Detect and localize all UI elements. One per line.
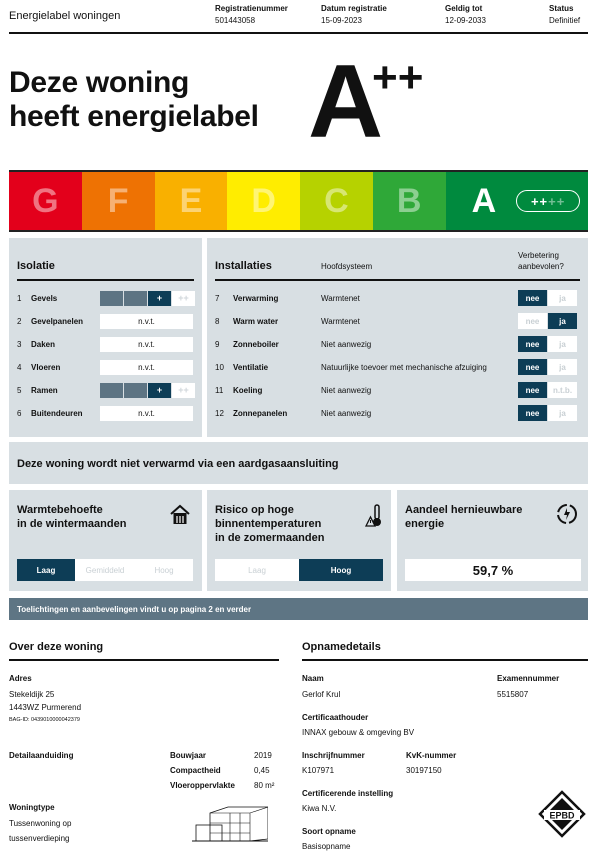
option-nee: nee	[518, 313, 547, 329]
rating-step-dim: ++	[172, 383, 195, 398]
big-energy-label-plus: ++	[372, 53, 424, 102]
scale-plus-active: ++	[530, 193, 549, 209]
adres-line1: Stekeldijk 25	[9, 690, 55, 699]
status: Status Definitief	[549, 4, 581, 25]
big-energy-label: A	[308, 44, 382, 160]
row-label: Verwarming	[233, 293, 279, 303]
installatie-system: Niet aanwezig	[321, 408, 372, 418]
woningtype-label: Woningtype	[9, 803, 55, 812]
option-ja: ja	[548, 313, 577, 329]
installatie-system: Niet aanwezig	[321, 385, 372, 395]
risico-panel	[207, 490, 391, 591]
isolatie-value: n.v.t.	[100, 337, 193, 352]
installaties-rule	[215, 279, 580, 281]
verbetering-toggle	[518, 359, 577, 375]
rating-step	[124, 383, 147, 398]
hernieuwbaar-value: 59,7 %	[405, 559, 581, 581]
row-label: Daken	[31, 339, 56, 349]
installatie-row	[215, 313, 278, 329]
isolatie-row	[17, 313, 83, 329]
toelichting-text: Toelichtingen en aanbevelingen vindt u op pagina 2 en verder	[17, 605, 252, 614]
installatie-system: Warmtenet	[321, 293, 360, 303]
aardgas-banner	[9, 442, 588, 484]
isolatie-panel	[9, 238, 202, 437]
row-label: Gevels	[31, 293, 58, 303]
verbetering-label: Verbetering aanbevolen?	[518, 251, 564, 271]
aardgas-text: Deze woning wordt niet verwarmd via een aardgasaansluiting	[17, 458, 339, 470]
isolatie-rating	[100, 291, 195, 306]
scale-plus-pill	[516, 190, 580, 212]
verbetering-toggle	[518, 336, 577, 352]
vloeroppervlakte-label: Vloeroppervlakte	[170, 781, 235, 790]
warmtebehoefte-scale	[17, 559, 193, 581]
option-nee: nee	[518, 290, 547, 306]
energy-label-scale	[9, 170, 588, 232]
rating-step	[124, 291, 147, 306]
row-number: 8	[215, 316, 220, 326]
registratienummer: Registratienummer 501443058	[215, 4, 288, 25]
option-nee: nee	[518, 359, 547, 375]
scale-class-c	[300, 172, 373, 230]
opname-title: Opnamedetails	[302, 641, 381, 653]
header-rule	[9, 32, 588, 34]
installatie-system: Niet aanwezig	[321, 339, 372, 349]
option-nee: nee	[518, 405, 547, 421]
scale-class-f	[82, 172, 155, 230]
woning-rule	[9, 659, 279, 661]
detail-label: Detailaanduiding	[9, 751, 74, 760]
risico-scale	[215, 559, 383, 581]
verbetering-toggle	[518, 405, 577, 421]
row-number: 12	[215, 408, 224, 418]
rating-step-dim: ++	[172, 291, 195, 306]
isolatie-value: n.v.t.	[100, 406, 193, 421]
row-number: 6	[17, 408, 22, 418]
naam-label: Naam	[302, 674, 324, 683]
option-hoog: Hoog	[154, 565, 174, 575]
scale-letter: B	[396, 181, 422, 220]
option-ja: n.t.b.	[548, 382, 577, 398]
verbetering-toggle	[518, 313, 577, 329]
certificaathouder-value: INNAX gebouw & omgeving BV	[302, 728, 415, 737]
option-ja: ja	[548, 359, 577, 375]
option-laag: Laag	[248, 565, 266, 575]
risico-title: Risico op hoge binnentemperaturen in de zomermaanden	[215, 504, 325, 544]
adres-line2: 1443WZ Purmerend	[9, 703, 82, 712]
kvk-label: KvK-nummer	[406, 751, 457, 760]
isolatie-row	[17, 382, 58, 398]
scale-class-a	[446, 172, 588, 230]
row-label: Koeling	[233, 385, 263, 395]
datum-registratie: Datum registratie 15-09-2023	[321, 4, 387, 25]
isolatie-value: n.v.t.	[100, 314, 193, 329]
woningtype-line2: tussenverdieping	[9, 834, 70, 843]
installatie-row	[215, 336, 279, 352]
woningtype-line1: Tussenwoning op	[9, 819, 72, 828]
option-laag: Laag	[17, 559, 75, 581]
thermometer-warning-icon	[365, 504, 385, 528]
verbetering-toggle	[518, 382, 577, 398]
epbd-logo	[538, 790, 586, 838]
bag-id: BAG-ID: 0439010000042379	[9, 717, 80, 723]
geldig-tot: Geldig tot 12-09-2033	[445, 4, 486, 25]
row-number: 3	[17, 339, 22, 349]
rating-step	[100, 291, 123, 306]
warmtebehoefte-panel	[9, 490, 202, 591]
rating-step: +	[148, 291, 171, 306]
isolatie-rating	[100, 383, 195, 398]
scale-letter: F	[107, 181, 129, 220]
row-label: Zonnepanelen	[233, 408, 288, 418]
soort-opname-value: Basisopname	[302, 842, 351, 851]
instelling-label: Certificerende instelling	[302, 789, 394, 798]
hernieuwbaar-title: Aandeel hernieuwbare energie	[405, 504, 523, 530]
row-number: 5	[17, 385, 22, 395]
document-title: Energielabel woningen	[9, 10, 121, 22]
row-label: Warm water	[233, 316, 279, 326]
scale-plus-dim: ++	[548, 193, 566, 209]
rating-step: +	[148, 383, 171, 398]
scale-class-b	[373, 172, 446, 230]
scale-letter: A	[471, 181, 497, 220]
row-number: 10	[215, 362, 224, 372]
inschrijfnummer-value: K107971	[302, 766, 335, 775]
scale-letter: C	[324, 181, 349, 220]
installatie-row	[215, 359, 268, 375]
bouwjaar-value: 2019	[254, 751, 272, 760]
row-number: 11	[215, 385, 224, 395]
headline: Deze woning heeft energielabel	[9, 66, 259, 133]
row-number: 2	[17, 316, 22, 326]
verbetering-toggle	[518, 290, 577, 306]
inschrijfnummer-label: Inschrijfnummer	[302, 751, 365, 760]
option-ja: ja	[548, 336, 577, 352]
option-nee: nee	[518, 336, 547, 352]
installatie-row	[215, 290, 278, 306]
warmte-title: Warmtebehoefte in de wintermaanden	[17, 504, 127, 530]
row-label: Gevelpanelen	[31, 316, 84, 326]
vloeroppervlakte-value: 80 m²	[254, 781, 275, 790]
installatie-row	[215, 382, 262, 398]
isolatie-row	[17, 405, 83, 421]
svg-text:EPBD: EPBD	[549, 810, 575, 821]
hoofdsysteem-label: Hoofdsysteem	[321, 262, 373, 271]
rating-step	[100, 383, 123, 398]
woning-title: Over deze woning	[9, 641, 104, 653]
compactheid-label: Compactheid	[170, 766, 221, 775]
building-type-icon	[192, 803, 268, 843]
soort-opname-label: Soort opname	[302, 827, 356, 836]
isolatie-title: Isolatie	[17, 260, 55, 272]
scale-letter: D	[251, 181, 276, 220]
scale-letter: E	[179, 181, 203, 220]
option-gemiddeld: Gemiddeld	[85, 565, 125, 575]
row-label: Buitendeuren	[31, 408, 83, 418]
row-number: 4	[17, 362, 22, 372]
row-label: Ramen	[31, 385, 58, 395]
row-label: Ventilatie	[233, 362, 269, 372]
house-heat-icon	[169, 504, 191, 526]
installaties-title: Installaties	[215, 260, 272, 272]
option-hoog: Hoog	[299, 559, 383, 581]
scale-class-d	[227, 172, 300, 230]
hernieuwbaar-panel	[397, 490, 588, 591]
row-number: 9	[215, 339, 220, 349]
row-number: 1	[17, 293, 22, 303]
naam-value: Gerlof Krul	[302, 690, 341, 699]
row-label: Zonneboiler	[233, 339, 279, 349]
isolatie-row	[17, 290, 57, 306]
installatie-system: Warmtenet	[321, 316, 360, 326]
isolatie-value: n.v.t.	[100, 360, 193, 375]
isolatie-row	[17, 336, 55, 352]
row-label: Vloeren	[31, 362, 61, 372]
toelichting-banner	[9, 598, 588, 620]
recycle-energy-icon	[555, 502, 579, 526]
scale-class-e	[155, 172, 228, 230]
isolatie-row	[17, 359, 60, 375]
option-ja: ja	[548, 405, 577, 421]
installatie-system: Natuurlijke toevoer met mechanische afzuiging	[321, 362, 487, 372]
examennummer-label: Examennummer	[497, 674, 560, 683]
isolatie-rule	[17, 279, 194, 281]
kvk-value: 30197150	[406, 766, 442, 775]
bouwjaar-label: Bouwjaar	[170, 751, 207, 760]
row-number: 7	[215, 293, 220, 303]
instelling-value: Kiwa N.V.	[302, 804, 337, 813]
scale-class-g	[9, 172, 82, 230]
compactheid-value: 0,45	[254, 766, 270, 775]
scale-letter: G	[32, 181, 59, 220]
installatie-row	[215, 405, 287, 421]
examennummer-value: 5515807	[497, 690, 529, 699]
certificaathouder-label: Certificaathouder	[302, 713, 369, 722]
adres-label: Adres	[9, 674, 32, 683]
option-ja: ja	[548, 290, 577, 306]
opname-rule	[302, 659, 588, 661]
option-nee: nee	[518, 382, 547, 398]
installaties-panel	[207, 238, 588, 437]
